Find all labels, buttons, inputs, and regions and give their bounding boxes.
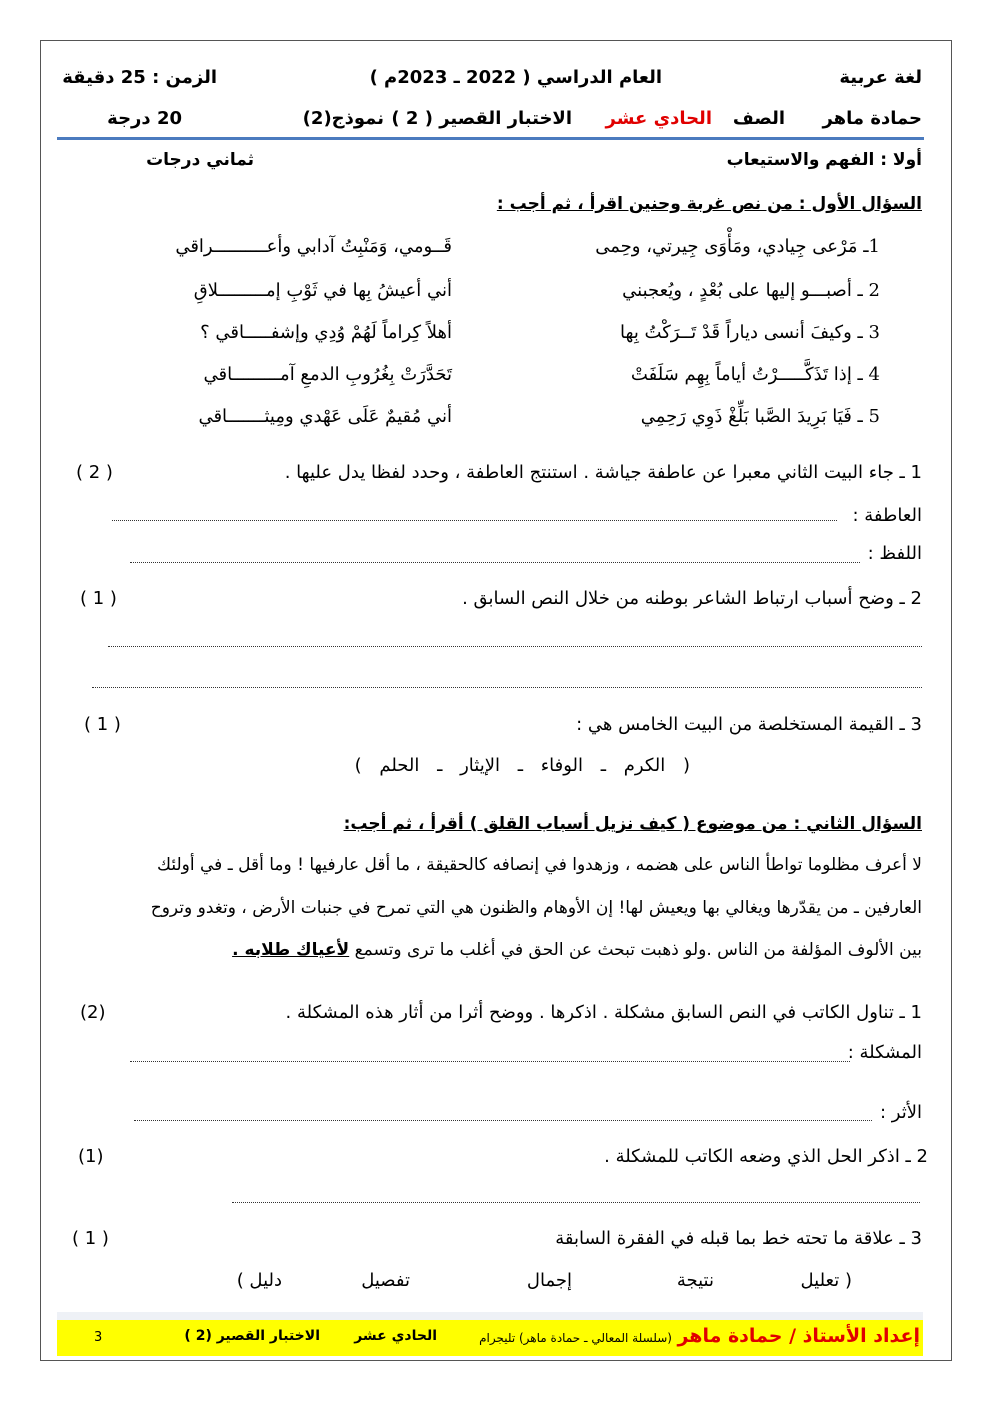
reasons-answer-line-2[interactable] bbox=[92, 687, 922, 688]
footer-series: (سلسلة المعالي ـ حمادة ماهر) تليجرام bbox=[479, 1331, 672, 1345]
verse-5-second: أني مُقيمٌ عَلَى عَهْدي ومِيثـــــــاقي bbox=[198, 406, 452, 427]
grade-label: الصف bbox=[732, 108, 785, 129]
paragraph-line-3 bbox=[232, 940, 922, 960]
option-ta3lil: ( تعليل bbox=[800, 1270, 852, 1291]
option-tafsil: تفصيل bbox=[361, 1270, 410, 1291]
section-title: أولا : الفهم والاستيعاب bbox=[726, 150, 922, 170]
verse-3-first: 3 ـ وكيفَ أنسى دياراً قَدْ تَــرَكْتُ بِها bbox=[620, 322, 880, 343]
model-number: نموذج(2) bbox=[302, 108, 384, 129]
problem-answer-line[interactable] bbox=[130, 1061, 850, 1062]
option-dalil: دليل ) bbox=[236, 1270, 282, 1291]
teacher-name: حمادة ماهر bbox=[822, 108, 922, 129]
question-1-1-mark: ( 2 ) bbox=[76, 462, 113, 483]
question-1-3-mark: ( 1 ) bbox=[84, 714, 121, 735]
question-2-3-mark: ( 1 ) bbox=[72, 1228, 109, 1249]
footer-exam: الاختبار القصير (2 ) bbox=[184, 1328, 320, 1344]
question-1-2: 2 ـ وضح أسباب ارتباط الشاعر بوطنه من خلال النص السابق . bbox=[462, 588, 922, 609]
underlined-phrase: لأعياك طلابه . bbox=[232, 940, 350, 960]
verse-1-second: قَــومي، وَمَنْبِتُ آدابي وأعــــــــــراقي bbox=[175, 236, 452, 257]
question-2-1: 1 ـ تناول الكاتب في النص السابق مشكلة . اذكرها . ووضح أثرا من أثار هذه المشكلة . bbox=[285, 1002, 922, 1023]
footer-grade: الحادي عشر bbox=[354, 1328, 437, 1344]
verse-2-first: 2 ـ أصبـــو إليها على بُعْدٍ ، ويُعجبني bbox=[622, 280, 880, 301]
question-2-3: 3 ـ علاقة ما تحته خط بما قبله في الفقرة السابقة bbox=[555, 1228, 922, 1249]
verse-4-second: تَحَدَّرَتْ بِغُرُوبِ الدمعِ آمـــــــــاقي bbox=[203, 364, 452, 385]
question-2-2: 2 ـ اذكر الحل الذي وضعه الكاتب للمشكلة . bbox=[604, 1146, 928, 1167]
exam-title: الاختبار القصير ( 2 ) bbox=[391, 108, 572, 129]
verse-4-first: 4 ـ إذا تَذَكَّـــــرْتُ أياماً بِهِم سَلَفَتْ bbox=[630, 364, 880, 385]
paragraph-line-2: العارفين ـ من يقدّرها ويغالي بها ويعيش لها! إن الأوهام والظنون هي التي تمرح في جنبات الأرض ، وتغدو وتروح bbox=[150, 898, 922, 918]
verse-3-second: أهلاً كِراماً لَهُمْ وُدِي وإشفـــــاقي ؟ bbox=[200, 322, 452, 343]
header-divider bbox=[57, 137, 924, 140]
subject: لغة عربية bbox=[839, 67, 922, 88]
page-number: 3 bbox=[94, 1330, 103, 1345]
duration: الزمن : 25 دقيقة bbox=[62, 67, 217, 88]
option-natija: نتيجة bbox=[676, 1270, 714, 1291]
effect-label: الأثر : bbox=[880, 1102, 922, 1123]
emotion-label: العاطفة : bbox=[852, 505, 922, 526]
verse-1-first: 1ـ مَرْعى جِيادي، ومَأْوَى جِيرتي، وحِمى bbox=[595, 236, 880, 257]
word-answer-line[interactable] bbox=[130, 562, 860, 563]
solution-answer-line[interactable] bbox=[232, 1202, 920, 1203]
question-1-1: 1 ـ جاء البيت الثاني معبرا عن عاطفة جياشة . استنتج العاطفة ، وحدد لفظا يدل عليها . bbox=[284, 462, 922, 483]
footer-author: إعداد الأستاذ / حمادة ماهر bbox=[677, 1325, 920, 1347]
grade-value: الحادي عشر bbox=[605, 108, 712, 129]
effect-answer-line[interactable] bbox=[134, 1120, 872, 1121]
emotion-answer-line[interactable] bbox=[112, 520, 837, 521]
total-marks: 20 درجة bbox=[107, 108, 182, 129]
verse-5-first: 5 ـ فَيَا بَرِيدَ الصَّبا بَلِّغْ ذَوِي رَحِمِي bbox=[640, 406, 880, 427]
question-1-2-mark: ( 1 ) bbox=[80, 588, 117, 609]
section-marks: ثماني درجات bbox=[146, 150, 254, 170]
verse-2-second: أني أعيشُ بِها في ثَوْبِ إمـــــــــلاقِ bbox=[193, 280, 452, 301]
question-1-3: 3 ـ القيمة المستخلصة من البيت الخامس هي : bbox=[576, 714, 922, 735]
option-ijmal: إجمال bbox=[526, 1270, 572, 1291]
value-choices: ( الكرم ـ الوفاء ـ الإيثار ـ الحلم ) bbox=[354, 755, 690, 776]
question-2-1-mark: (2) bbox=[80, 1002, 106, 1023]
paragraph-line-1: لا أعرف مظلوما تواطأ الناس على هضمه ، وزهدوا في إنصافه كالحقيقة ، ما أقل عارفيها ! وما أقل ـ في أولئك bbox=[157, 855, 922, 875]
problem-label: المشكلة : bbox=[847, 1042, 922, 1063]
question-1-title: السؤال الأول : من نص غربة وحنين اقرأ ، ثم أجب : bbox=[496, 194, 922, 214]
reasons-answer-line-1[interactable] bbox=[108, 646, 922, 647]
word-label: اللفظ : bbox=[867, 543, 922, 564]
footer-strip bbox=[57, 1312, 923, 1320]
question-2-2-mark: (1) bbox=[78, 1146, 104, 1167]
paragraph-line-3-text: بين الألوف المؤلفة من الناس .ولو ذهبت تبحث عن الحق في أغلب ما ترى وتسمع bbox=[354, 940, 922, 960]
question-2-title: السؤال الثاني : من موضوع ( كيف نزيل أسباب القلق ) أقرأ ، ثم أجب: bbox=[343, 814, 922, 834]
school-year: العام الدراسي ( 2022 ـ 2023م ) bbox=[369, 67, 662, 88]
